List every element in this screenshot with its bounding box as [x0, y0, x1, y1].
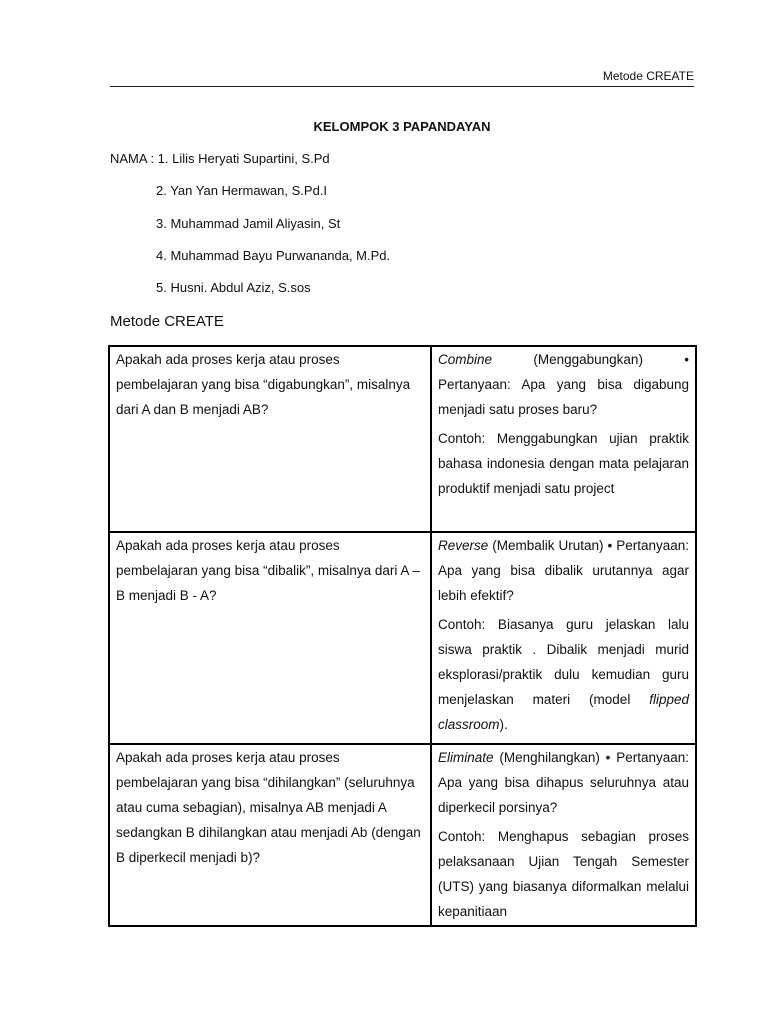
method-term: Reverse	[438, 538, 489, 553]
method-example: Contoh: Menggabungkan ujian praktik bahasa indonesia dengan mata pelajaran produktif menjadi satu project	[438, 431, 689, 496]
names-first-line: NAMA : 1. Lilis Heryati Supartini, S.Pd	[110, 151, 330, 166]
method-question: (Menggabungkan) • Pertanyaan: Apa yang bisa digabung menjadi satu proses baru?	[438, 352, 689, 417]
name-item-3: 3. Muhammad Jamil Aliyasin, St	[156, 216, 341, 231]
question-cell: Apakah ada proses kerja atau proses pembelajaran yang bisa “digabungkan”, misalnya dari A dan B menjadi AB?	[109, 346, 431, 532]
table-row	[109, 532, 696, 744]
answer-cell	[431, 532, 696, 744]
create-method-table	[108, 345, 697, 927]
name-item-5: 5. Husni. Abdul Aziz, S.sos	[156, 280, 311, 295]
method-example: Contoh: Menghapus sebagian proses pelaksanaan Ujian Tengah Semester (UTS) yang biasanya diformalkan melalui kepanitiaan	[438, 829, 689, 919]
question-cell: Apakah ada proses kerja atau proses pembelajaran yang bisa “dihilangkan” (seluruhnya atau cuma sebagian), misalnya AB menjadi A sedangkan B dihilangkan atau menjadi Ab (dengan B diperkecil menjadi b)?	[109, 744, 431, 926]
method-question: (Membalik Urutan) • Pertanyaan: Apa yang bisa dibalik urutannya agar lebih efektif?	[438, 538, 689, 603]
example-end: ).	[499, 717, 508, 732]
section-heading: Metode CREATE	[110, 313, 224, 330]
document-title: KELOMPOK 3 PAPANDAYAN	[313, 119, 491, 134]
question-cell: Apakah ada proses kerja atau proses pembelajaran yang bisa “dibalik”, misalnya dari A – B menjadi B - A?	[109, 532, 431, 744]
method-term: Eliminate	[438, 750, 494, 765]
method-description	[438, 745, 689, 820]
method-description	[438, 347, 689, 422]
name-item-4: 4. Muhammad Bayu Purwananda, M.Pd.	[156, 248, 391, 263]
method-example	[438, 612, 689, 737]
running-header: Metode CREATE	[602, 69, 694, 83]
answer-cell	[431, 744, 696, 926]
name-item-2: 2. Yan Yan Hermawan, S.Pd.I	[156, 183, 328, 198]
table-row	[109, 346, 696, 532]
example-text: Contoh: Biasanya guru jelaskan lalu siswa praktik . Dibalik menjadi murid eksplorasi/praktik dulu kemudian guru menjelaskan materi (model	[438, 617, 689, 707]
header-rule	[110, 86, 694, 87]
example-italic: flipped classroom	[438, 692, 689, 732]
answer-cell	[431, 346, 696, 532]
method-question: (Menghilangkan) • Pertanyaan: Apa yang bisa dihapus seluruhnya atau diperkecil porsinya?	[438, 750, 689, 815]
method-description	[438, 533, 689, 608]
table-row	[109, 744, 696, 926]
method-term: Combine	[438, 352, 493, 367]
